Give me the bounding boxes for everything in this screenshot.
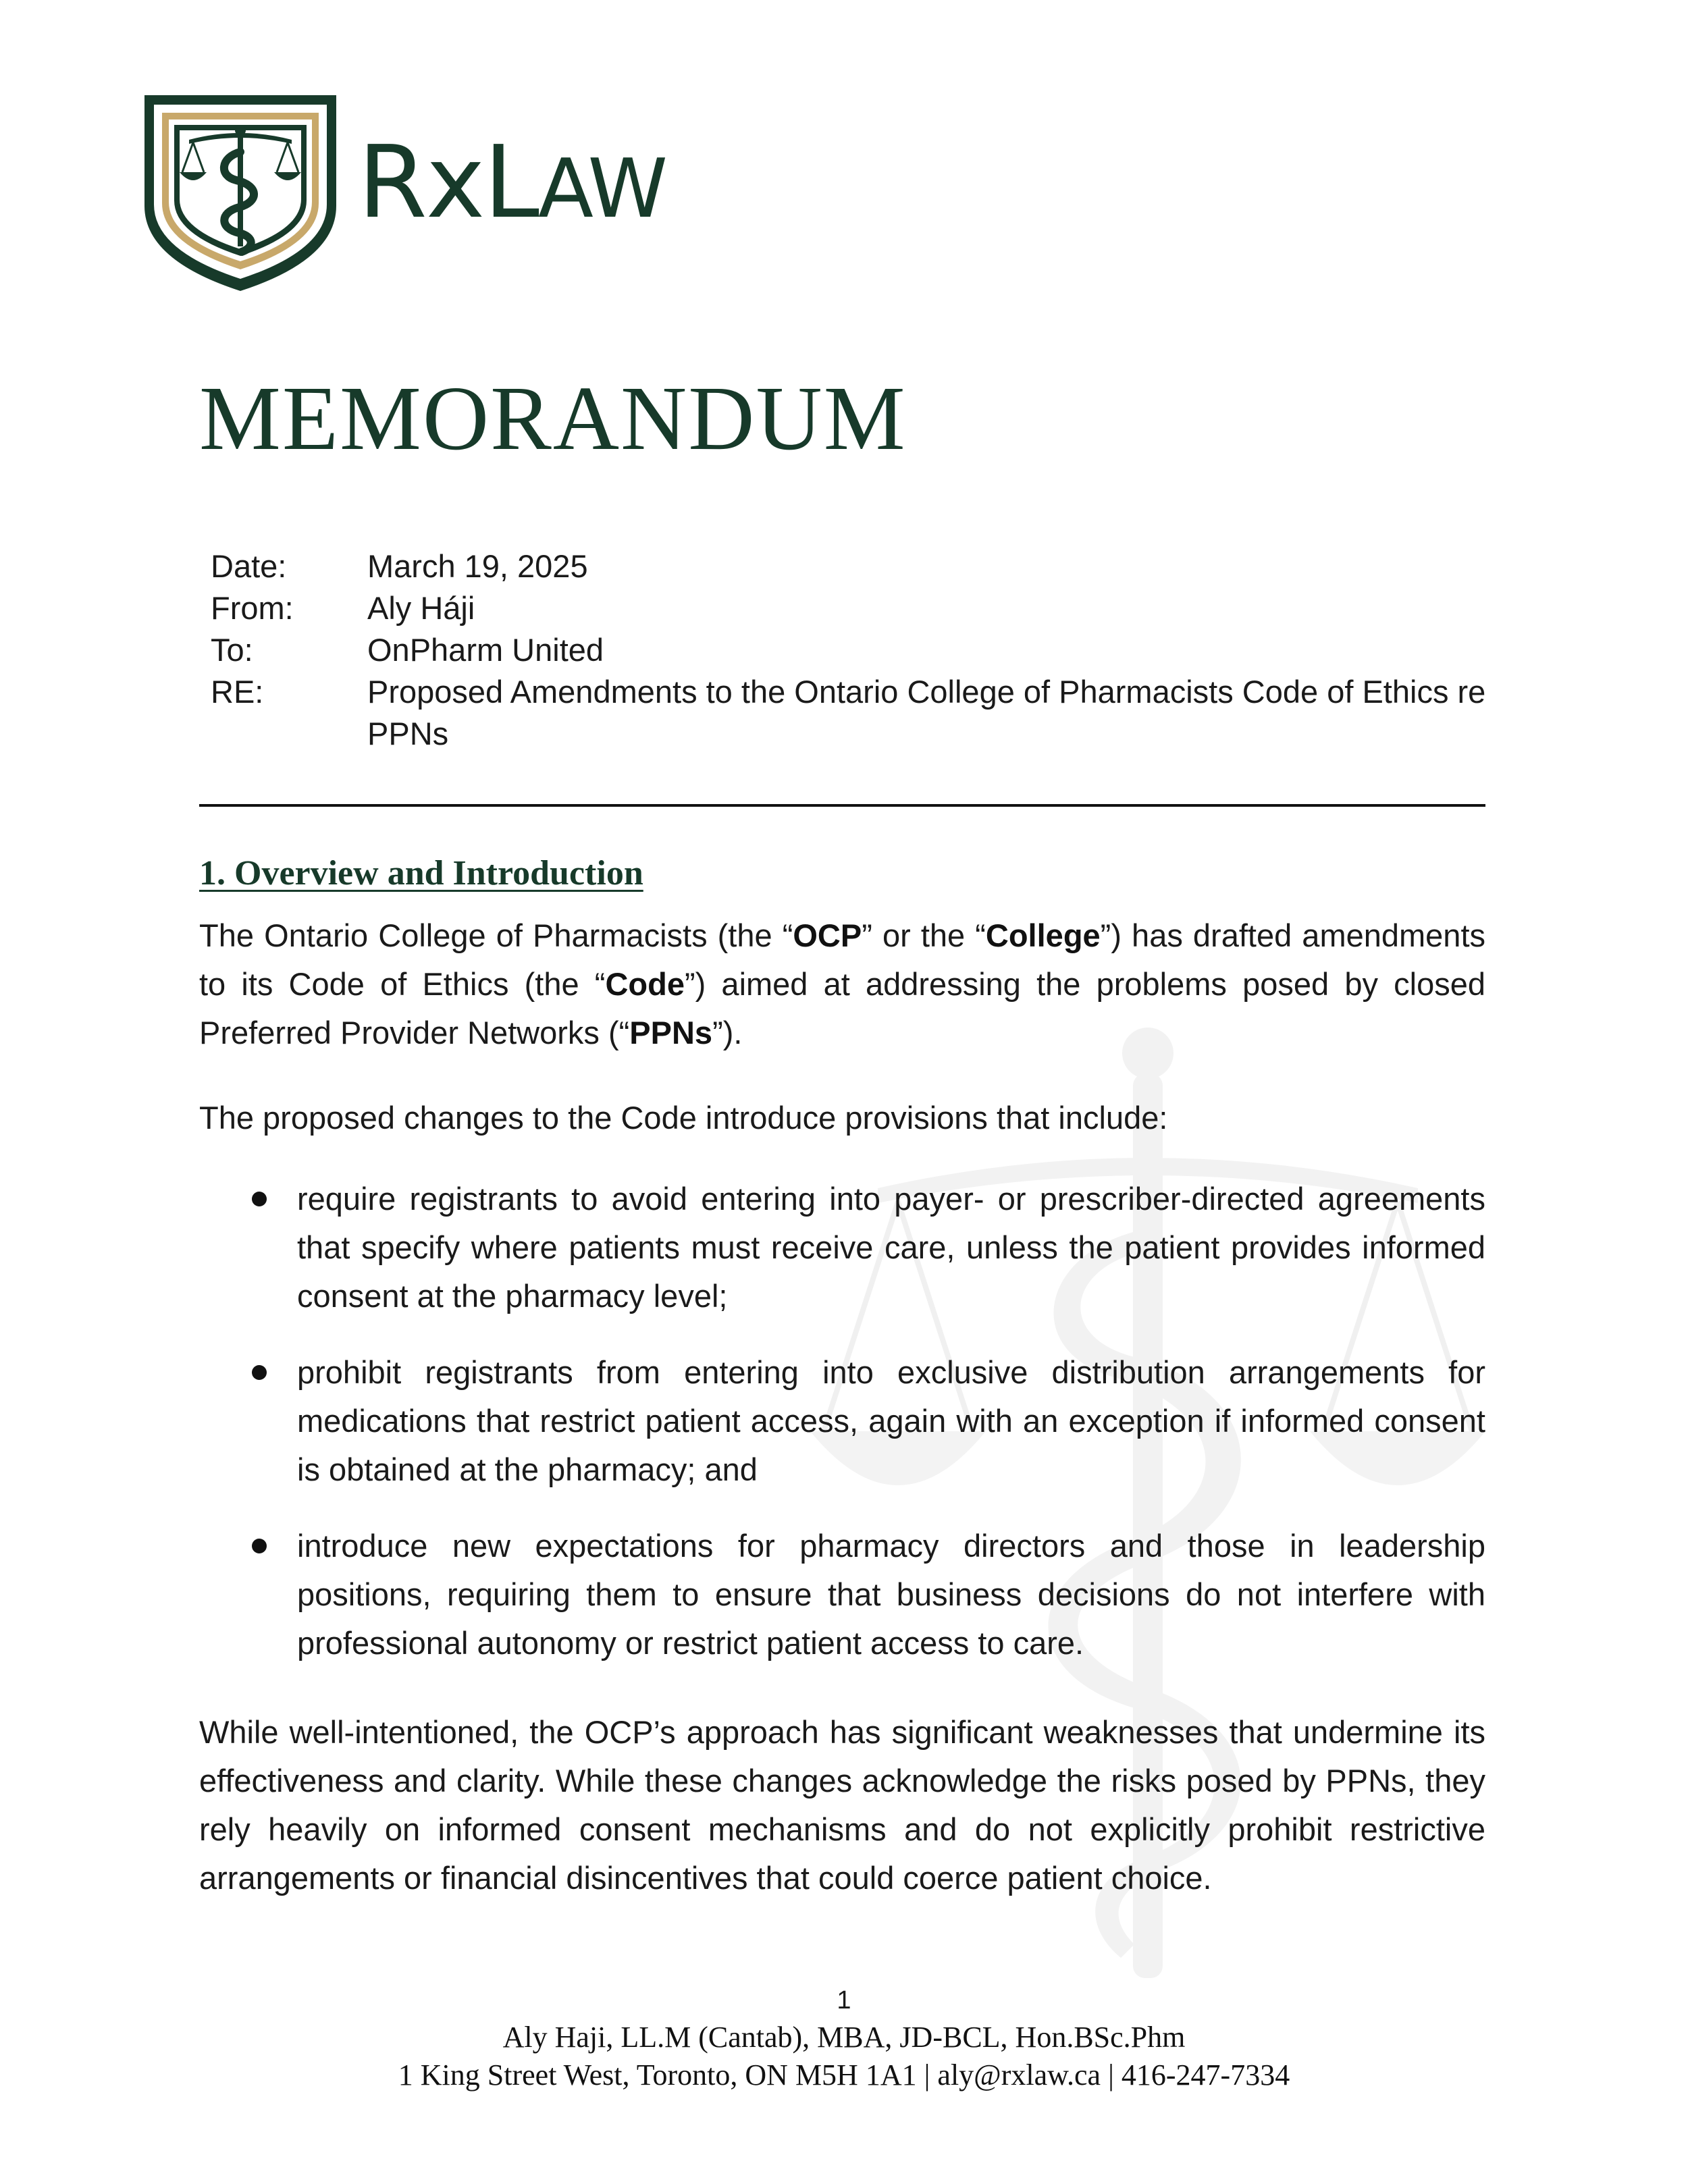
memo-label: To: <box>211 632 253 668</box>
memo-value: Aly Háji <box>367 590 475 626</box>
provisions-lead-paragraph: The proposed changes to the Code introduce provisions that include: <box>199 1100 1168 1136</box>
rxlaw-logo <box>140 91 816 294</box>
bullet-icon <box>252 1539 267 1553</box>
term-ppns: PPNs <box>629 1015 713 1050</box>
document-title: MEMORANDUM <box>199 368 907 469</box>
list-item: prohibit registrants from entering into exclusive distribution arrangements for medications that restrict patient access, again with an exception if informed consent is obtained at the pharmacy; and <box>199 1348 1485 1494</box>
footer-contact: 1 King Street West, Toronto, ON M5H 1A1 | aly@rxlaw.ca | 416-247-7334 <box>398 2058 1290 2092</box>
memo-row-to <box>211 629 1494 671</box>
bullet-icon <box>252 1192 267 1206</box>
footer <box>0 2019 1688 2094</box>
memo-label: From: <box>211 590 294 626</box>
memo-row-from <box>211 587 1494 629</box>
header-divider <box>199 804 1485 807</box>
brand-wordmark: RxLAW <box>358 124 667 240</box>
term-code: Code <box>605 966 685 1002</box>
memo-header <box>211 545 1494 755</box>
memo-label: Date: <box>211 548 287 584</box>
memo-value: OnPharm United <box>367 632 604 668</box>
list-item: introduce new expectations for pharmacy directors and those in leadership positions, requiring them to ensure that business decisions do not interfere with professional autonomy or restrict patient access to care. <box>199 1522 1485 1668</box>
section-heading: 1. Overview and Introduction <box>199 854 643 893</box>
intro-paragraph: The Ontario College of Pharmacists (the “OCP” or the “College”) has drafted amendments to its Code of Ethics (the “Code”) aimed at addressing the problems posed by closed Preferred Provider Networks (“PPNs”). <box>199 917 1486 1050</box>
page-number: 1 <box>837 1986 851 2015</box>
memo-row-re <box>211 671 1494 755</box>
memo-label: RE: <box>211 674 264 710</box>
shield-logo-icon <box>140 91 340 294</box>
memo-value: March 19, 2025 <box>367 548 588 584</box>
provisions-list <box>199 1175 1485 1695</box>
memo-row-date <box>211 545 1494 587</box>
footer-credentials: Aly Haji, LL.M (Cantab), MBA, JD-BCL, Hon.BSc.Phm <box>502 2021 1186 2054</box>
term-ocp: OCP <box>793 917 862 953</box>
memo-value: Proposed Amendments to the Ontario College of Pharmacists Code of Ethics re PPNs <box>367 674 1486 751</box>
analysis-paragraph: While well-intentioned, the OCP’s approach has significant weaknesses that undermine its effectiveness and clarity. While these changes acknowledge the risks posed by PPNs, they rely heavily on informed consent mechanisms and do not explicitly prohibit restrictive arrangements or financial disincentives that could coerce patient choice. <box>199 1714 1485 1896</box>
bullet-icon <box>252 1365 267 1380</box>
list-item: require registrants to avoid entering into payer- or prescriber-directed agreements that specify where patients must receive care, unless the patient provides informed consent at the pharmacy level; <box>199 1175 1485 1321</box>
term-college: College <box>985 917 1101 953</box>
